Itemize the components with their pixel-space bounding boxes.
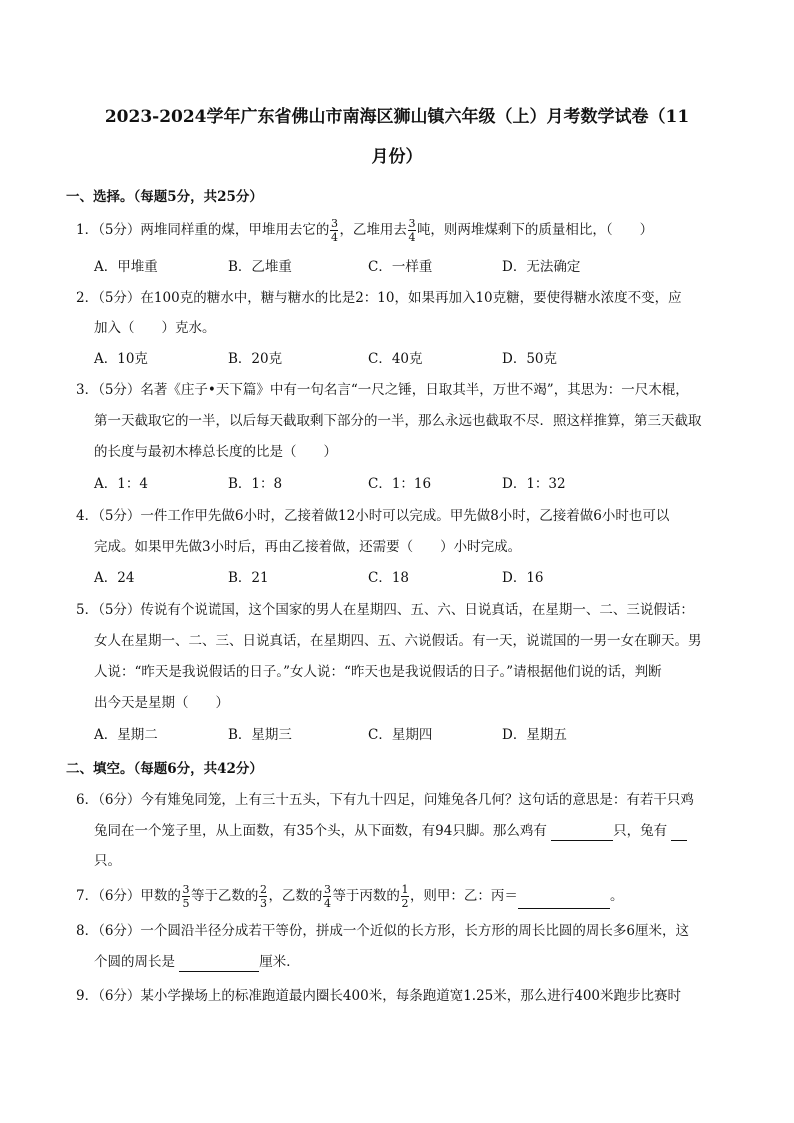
option-b: B．21: [228, 570, 269, 586]
fraction: $\frac{3}{4}$: [323, 883, 331, 910]
section-heading-fill-in: 二、填空。（每题6分，共42分）: [66, 761, 263, 777]
option-d: D．无法确定: [502, 259, 581, 275]
question-3-line-2: 第一天截取它的一半，以后每天截取剩下部分的一半，那么永远也截取不尽．照这样推算，第三天截取: [94, 413, 702, 429]
section-heading-choice: 一、选择。（每题5分，共25分）: [66, 189, 263, 205]
question-8-line-2: 个圆的周长是 厘米．: [94, 954, 300, 970]
question-3-line-3: 的长度与最初木棒总长度的比是（ ）: [94, 444, 337, 460]
answer-blank[interactable]: [518, 894, 610, 909]
option-d: D．星期五: [502, 727, 567, 743]
question-3-line-1: 3．（5分）名著《庄子•天下篇》中有一句名言“一尺之锤，日取其半，万世不竭”，其思为：一尺木棍，: [76, 382, 689, 398]
exam-title-line-1: 2023-2024学年广东省佛山市南海区狮山镇六年级（上）月考数学试卷（11: [104, 107, 690, 127]
option-c: C．星期四: [368, 727, 433, 743]
question-5-line-1: 5．（5分）传说有个说谎国，这个国家的男人在星期四、五、六、日说真话，在星期一、二、三说假话：: [76, 602, 694, 618]
question-5-line-4: 出今天是星期（ ）: [94, 695, 229, 711]
option-a: A．1：4: [94, 476, 148, 492]
option-c: C．18: [368, 570, 410, 586]
option-d: D．1：32: [502, 476, 566, 492]
question-6-line-1: 6．（6分）今有雉兔同笼，上有三十五头，下有九十四足，问雉兔各几何？这句话的意思是：有若干只鸡: [76, 792, 694, 808]
option-d: D．16: [502, 570, 544, 586]
answer-blank[interactable]: [671, 826, 687, 841]
option-b: B．20克: [228, 351, 283, 367]
option-a: A．24: [94, 570, 135, 586]
answer-blank[interactable]: [551, 826, 613, 841]
question-4-line-2: 完成。如果甲先做3小时后，再由乙接着做，还需要（ ）小时完成。: [94, 539, 522, 555]
question-8-line-1: 8．（6分）一个圆沿半径分成若干等份，拼成一个近似的长方形，长方形的周长比圆的周长多6厘米，这: [76, 923, 690, 939]
option-d: D．50克: [502, 351, 558, 367]
option-a: A．星期二: [94, 727, 158, 743]
option-c: C．一样重: [368, 259, 433, 275]
fraction: $\frac{1}{2}$: [401, 883, 409, 910]
question-2-line-1: 2．（5分）在100克的糖水中，糖与糖水的比是2：10，如果再加入10克糖，要使得糖水浓度不变，应: [76, 290, 682, 306]
option-b: B．1：8: [228, 476, 283, 492]
fraction: $\frac{3}{4}$: [330, 217, 338, 244]
option-a: A．甲堆重: [94, 259, 158, 275]
answer-blank[interactable]: [179, 957, 259, 972]
option-c: C．40克: [368, 351, 423, 367]
exam-title-line-2: 月份）: [371, 147, 423, 167]
option-b: B．星期三: [228, 727, 292, 743]
question-6-line-2: 兔同在一个笼子里，从上面数，有35个头，从下面数，有94只脚。那么鸡有 只，兔有: [94, 821, 724, 841]
question-7-text: 7．（6分）甲数的 $\frac{3}{5}$ 等于乙数的 $\frac{2}{3}$ ，乙数的 $\frac{3}{4}$ 等于丙数的 $\frac{1}{2}$ ，则甲：乙：丙＝ 。: [76, 883, 624, 910]
question-6-line-3: 只。: [94, 853, 121, 869]
option-a: A．10克: [94, 351, 148, 367]
question-2-line-2: 加入（ ）克水。: [94, 320, 216, 336]
question-4-line-1: 4．（5分）一件工作甲先做6小时，乙接着做12小时可以完成。甲先做8小时，乙接着做6小时也可以: [76, 508, 670, 524]
fraction: $\frac{3}{5}$: [182, 883, 190, 910]
question-5-line-2: 女人在星期一、二、三、日说真话，在星期四、五、六说假话。有一天，说谎国的一男一女在聊天。男: [94, 633, 702, 649]
option-b: B．乙堆重: [228, 259, 292, 275]
option-c: C．1：16: [368, 476, 432, 492]
question-1-text: 1．（5分）两堆同样重的煤，甲堆用去它的 $\frac{3}{4}$ ，乙堆用去 $\frac{3}{4}$ 吨，则两堆煤剩下的质量相比，（ ）: [76, 217, 654, 244]
question-5-line-3: 人说：“昨天是我说假话的日子。”女人说：“昨天也是我说假话的日子。”请根据他们说的话，判断: [94, 664, 662, 680]
question-9-line-1: 9．（6分）某小学操场上的标准跑道最内圈长400米，每条跑道宽1.25米，那么进行400米跑步比赛时: [76, 988, 682, 1004]
fraction: $\frac{2}{3}$: [259, 883, 267, 910]
fraction: $\frac{3}{4}$: [408, 217, 416, 244]
